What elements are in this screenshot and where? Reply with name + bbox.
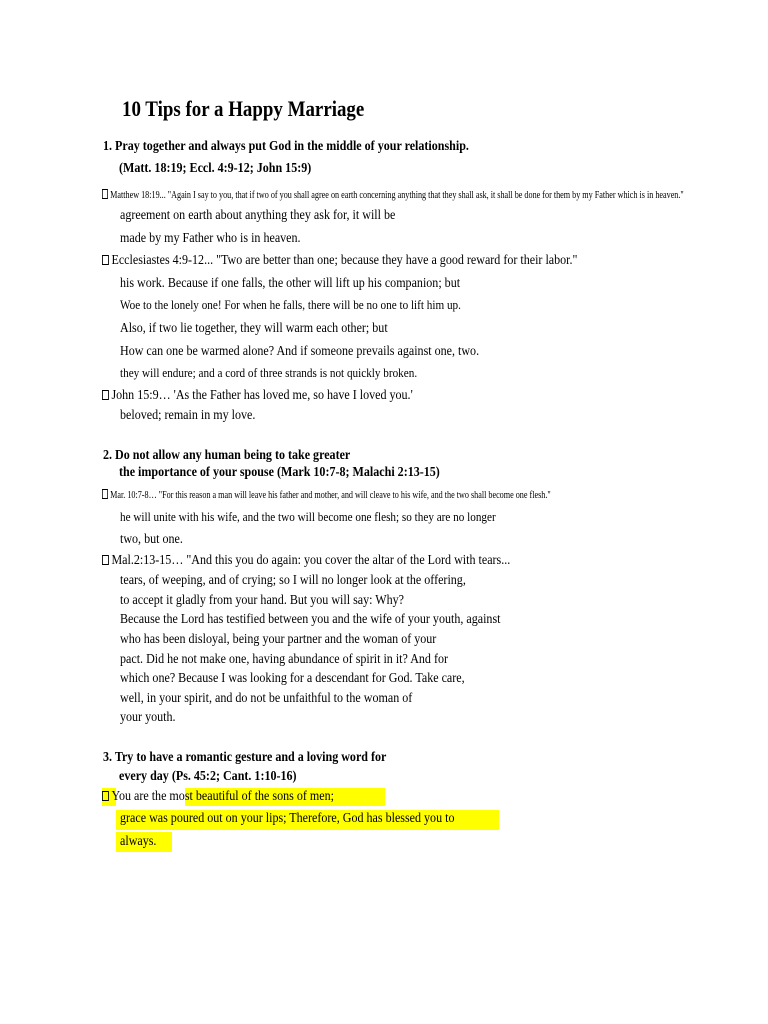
tip1-eccl-line5: How can one be warmed alone? And if someone prevails against one, two. (120, 344, 480, 359)
tip1-matthew-line2: agreement on earth about anything they ask for, it will be (120, 208, 396, 223)
tip2-mal-line2: tears, of weeping, and of crying; so I will no longer look at the offering, (120, 573, 466, 588)
tip2-mark-line2: he will unite with his wife, and the two will become one flesh; so they are no longer (120, 509, 496, 524)
tip2-mal-line3: to accept it gladly from your hand. But you will say: Why? (120, 593, 405, 608)
tip1-eccl-line2: his work. Because if one falls, the other will lift up his companion; but (120, 276, 461, 291)
tip2-mal-line9: your youth. (120, 710, 176, 725)
tip1-matthew-line3: made by my Father who is in heaven. (120, 231, 301, 246)
tip2-mark-line3: two, but one. (120, 532, 183, 547)
page-title: 10 Tips for a Happy Marriage (122, 96, 365, 121)
tip1-eccl-line3: Woe to the lonely one! For when he falls, there will be no one to lift him up. (120, 297, 461, 312)
tip1-eccl-intro: Ecclesiastes 4:9-12... "Two are better than one; because they have a good reward for their labor." (102, 254, 577, 268)
tip2-mal-line7: which one? Because I was looking for a descendant for God. Take care, (120, 671, 465, 686)
bullet-box-icon (102, 390, 109, 400)
bullet-box-icon (102, 791, 109, 801)
highlighted-phrase: most beautiful of the sons of men; (169, 789, 334, 804)
tip1-john-intro: John 15:9… 'As the Father has loved me, so have I loved you.' (102, 389, 413, 403)
tip2-heading-line2: the importance of your spouse (Mark 10:7-8; Malachi 2:13-15) (119, 465, 440, 480)
tip2-mark-intro: Mar. 10:7-8… "For this reason a man will leave his father and mother, and will cleave to his wife, and the two shall become one flesh." (102, 489, 551, 501)
tip1-matthew-intro: Matthew 18:19... "Again I say to you, that if two of you shall agree on earth concerning anything that they shall ask, it shall be done for them by my Father which is in heaven." (102, 189, 684, 201)
tip2-mal-intro: Mal.2:13-15… "And this you do again: you cover the altar of the Lord with tears... (102, 554, 510, 568)
tip1-john-line2: beloved; remain in my love. (120, 408, 256, 423)
tip1-eccl-line4: Also, if two lie together, they will warm each other; but (120, 321, 388, 336)
tip2-mal-line4: Because the Lord has testified between you and the wife of your youth, against (120, 612, 501, 627)
tip1-eccl-line6: they will endure; and a cord of three strands is not quickly broken. (120, 365, 418, 380)
tip2-heading: 2. Do not allow any human being to take greater (103, 448, 351, 463)
bullet-box-icon (102, 189, 108, 199)
tip3-heading: 3. Try to have a romantic gesture and a loving word for (103, 750, 387, 765)
tip3-psalm-intro: You are the most beautiful of the sons of men; (102, 790, 334, 804)
tip3-heading-line2: every day (Ps. 45:2; Cant. 1:10-16) (119, 769, 297, 784)
tip2-mal-line6: pact. Did he not make one, having abundance of spirit in it? And for (120, 652, 449, 667)
bullet-box-icon (102, 555, 109, 565)
tip3-psalm-line2: grace was poured out on your lips; Therefore, God has blessed you to (120, 811, 455, 826)
tip2-mal-line5: who has been disloyal, being your partner and the woman of your (120, 632, 437, 647)
tip1-refs: (Matt. 18:19; Eccl. 4:9-12; John 15:9) (119, 161, 312, 176)
tip2-mal-line8: well, in your spirit, and do not be unfaithful to the woman of (120, 691, 413, 706)
bullet-box-icon (102, 489, 108, 499)
tip1-heading: 1. Pray together and always put God in the middle of your relationship. (103, 139, 469, 154)
tip3-psalm-line3: always. (120, 834, 157, 849)
bullet-box-icon (102, 255, 109, 265)
